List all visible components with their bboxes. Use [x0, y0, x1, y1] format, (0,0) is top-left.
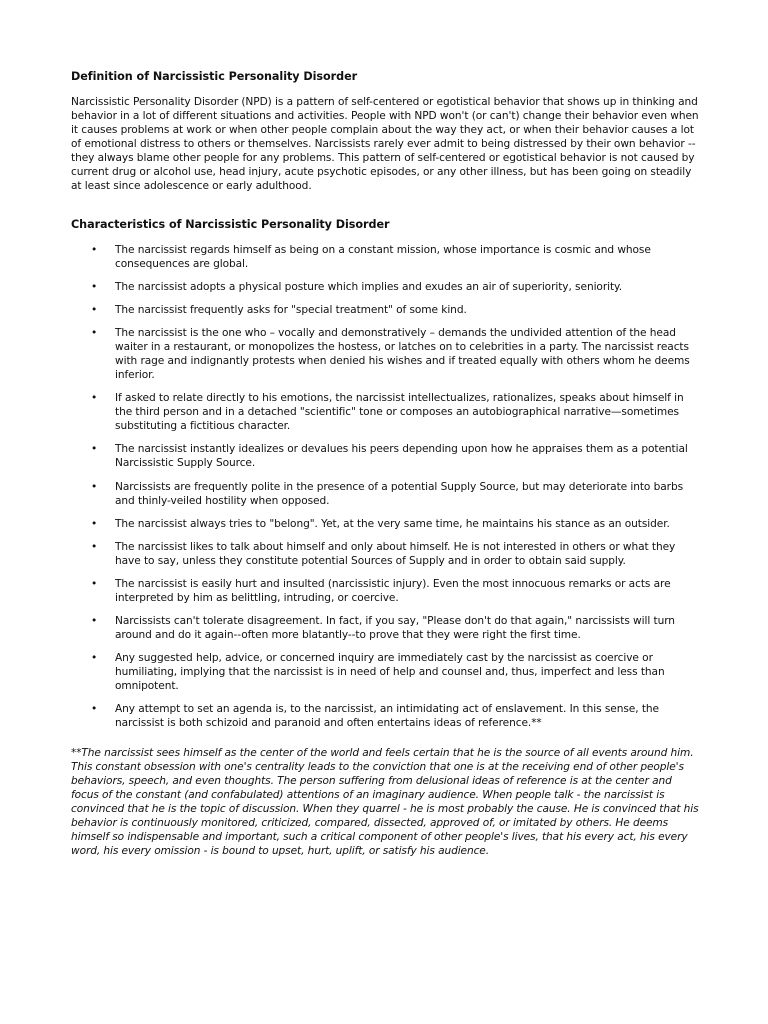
definition-paragraph: Narcissistic Personality Disorder (NPD) is a pattern of self-centered or egotistical behavior that shows up in thinking and behavior in a lot of different situations and activities. People with NPD won't (or can't) change their behavior even when it causes problems at work or when other people complain about the way they act, or when their behavior causes a lot of emotional distress to others or themselves. Narcissists rarely ever admit to being distressed by their own behavior -- they always blame other people for any problems. This pattern of self-centered or egotistical behavior is not caused by current drug or alcohol use, head injury, acute psychotic episodes, or any other illness, but has been going on steadily at least since adolescence or early adulthood.	[71, 96, 699, 192]
bullet-icon: •	[91, 392, 98, 405]
list-item	[71, 651, 699, 693]
bullet-icon: •	[91, 327, 98, 340]
document-page	[71, 66, 699, 858]
list-item-text: The narcissist always tries to "belong". Yet, at the very same time, he maintains his stance as an outsider.	[115, 517, 670, 530]
list-item-text: Narcissists are frequently polite in the presence of a potential Supply Source, but may deteriorate into barbs and thinly-veiled hostility when opposed.	[115, 480, 684, 507]
bullet-icon: •	[91, 517, 98, 530]
bullet-icon: •	[91, 304, 98, 317]
list-item	[71, 577, 699, 605]
list-item	[71, 480, 699, 508]
definition-heading: Definition of Narcissistic Personality Disorder	[71, 70, 358, 83]
list-item-text: The narcissist is easily hurt and insulted (narcissistic injury). Even the most innocuous remarks or acts are interpreted by him as belittling, intruding, or coercive.	[115, 577, 671, 604]
list-item	[71, 243, 699, 271]
list-item-text: Any attempt to set an agenda is, to the narcissist, an intimidating act of enslavement. In this sense, the narcissist is both schizoid and paranoid and often entertains ideas of reference.**	[115, 703, 659, 730]
list-item	[71, 540, 699, 568]
bullet-icon: •	[91, 480, 98, 493]
footnote-text: The narcissist sees himself as the center of the world and feels certain that he is the source of all events around him. This constant obsession with one's centrality leads to the conviction that one is at the receiving end of other people's behaviors, speech, and even thoughts. The person suffering from delusional ideas of reference is at the center and focus of the constant (and confabulated) attentions of an imaginary audience. When people talk - the narcissist is convinced that he is the topic of discussion. When they quarrel - he is most probably the cause. He is convinced that his behavior is continuously monitored, criticized, compared, dissected, approved of, or imitated by others. He deems himself so indispensable and important, such a critical component of other people's lives, that his every act, his every word, his every omission - is bound to upset, hurt, uplift, or satisfy his audience.	[71, 747, 699, 858]
bullet-icon: •	[91, 652, 98, 665]
list-item-text: The narcissist likes to talk about himself and only about himself. He is not interested in others or what they have to say, unless they constitute potential Sources of Supply and in order to obtain said supply.	[115, 540, 676, 567]
bullet-icon: •	[91, 703, 98, 716]
list-item-text: Any suggested help, advice, or concerned inquiry are immediately cast by the narcissist as coercive or humiliating, implying that the narcissist is in need of help and counsel and, thus, imperfect and less than omnipotent.	[115, 652, 665, 693]
footnote-paragraph	[71, 746, 699, 858]
bullet-icon: •	[91, 244, 98, 256]
list-item	[71, 280, 699, 294]
list-item	[71, 702, 699, 730]
bullet-icon: •	[91, 614, 98, 627]
footnote-marker: **	[71, 747, 82, 760]
list-item	[71, 517, 699, 531]
list-item	[71, 303, 699, 317]
list-item	[71, 442, 699, 470]
list-item-text: Narcissists can't tolerate disagreement. In fact, if you say, "Please don't do that again," narcissists will turn around and do it again--often more blatantly--to prove that they were right the first time.	[115, 614, 675, 641]
list-item	[71, 391, 699, 433]
list-item-text: The narcissist is the one who – vocally and demonstratively – demands the undivided attention of the head waiter in a restaurant, or monopolizes the hostess, or latches on to celebrities in a party. The narcissist reacts with rage and indignantly protests when denied his wishes and if treated equally with others whom he deems inferior.	[115, 327, 690, 382]
bullet-icon: •	[91, 577, 98, 590]
list-item-text: The narcissist adopts a physical posture which implies and exudes an air of superiority, seniority.	[115, 281, 623, 294]
bullet-icon: •	[91, 443, 98, 456]
characteristics-heading: Characteristics of Narcissistic Personality Disorder	[71, 218, 390, 231]
characteristics-list	[71, 243, 699, 730]
list-item-text: The narcissist instantly idealizes or devalues his peers depending upon how he appraises them as a potential Narcissistic Supply Source.	[115, 443, 688, 470]
list-item	[71, 614, 699, 642]
list-item-text: The narcissist regards himself as being on a constant mission, whose importance is cosmic and whose consequences are global.	[115, 244, 651, 270]
bullet-icon: •	[91, 281, 98, 294]
list-item-text: If asked to relate directly to his emotions, the narcissist intellectualizes, rationalizes, speaks about himself in the third person and in a detached "scientific" tone or composes an autobiographical narrative—sometimes substituting a fictitious character.	[115, 392, 684, 433]
list-item	[71, 326, 699, 382]
bullet-icon: •	[91, 540, 98, 553]
list-item-text: The narcissist frequently asks for "special treatment" of some kind.	[115, 304, 467, 317]
